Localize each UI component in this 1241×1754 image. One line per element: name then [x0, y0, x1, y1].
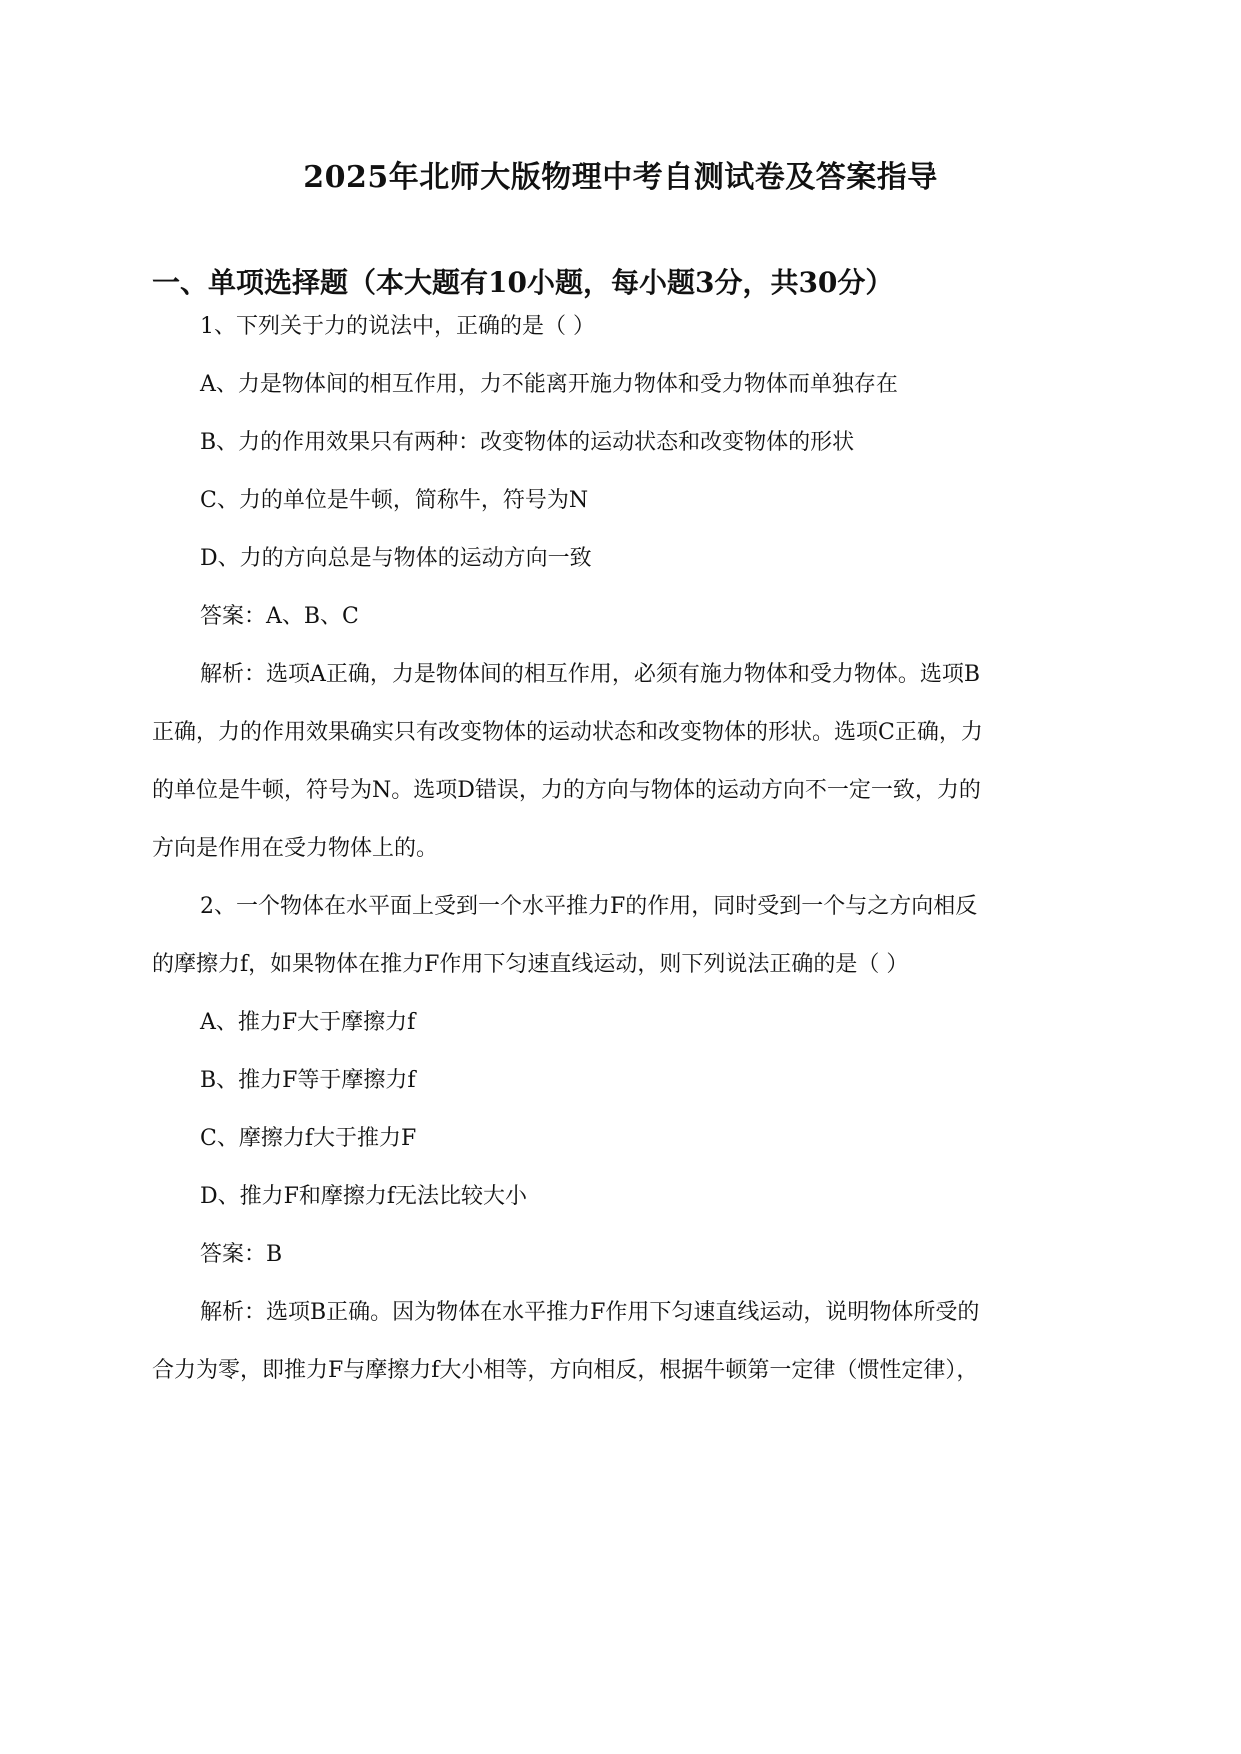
question-1-analysis-line: 正确，力的作用效果确实只有改变物体的运动状态和改变物体的形状。选项C正确，力 — [152, 720, 983, 745]
question-1-option-a: A、力是物体间的相互作用，力不能离开施力物体和受力物体而单独存在 — [200, 372, 898, 397]
document-title: 2025年北师大版物理中考自测试卷及答案指导 — [303, 160, 938, 195]
question-1-option-c: C、力的单位是牛顿，简称牛，符号为N — [200, 488, 589, 513]
question-2-option-c: C、摩擦力f大于推力F — [200, 1126, 417, 1151]
question-1-answer: 答案：A、B、C — [200, 604, 359, 629]
question-1-option-b: B、力的作用效果只有两种：改变物体的运动状态和改变物体的形状 — [200, 430, 855, 455]
question-2-option-b: B、推力F等于摩擦力f — [200, 1068, 416, 1093]
question-1-analysis-line: 的单位是牛顿，符号为N。选项D错误，力的方向与物体的运动方向不一定一致，力的 — [152, 778, 981, 803]
question-1-analysis-line: 方向是作用在受力物体上的。 — [152, 836, 439, 861]
question-1-option-d: D、力的方向总是与物体的运动方向一致 — [200, 546, 592, 571]
question-2-answer: 答案：B — [200, 1242, 283, 1267]
question-2-analysis-line: 合力为零，即推力F与摩擦力f大小相等，方向相反，根据牛顿第一定律（惯性定律）， — [152, 1358, 979, 1383]
question-1-analysis-line: 解析：选项A正确，力是物体间的相互作用，必须有施力物体和受力物体。选项B — [200, 662, 981, 687]
question-2-option-a: A、推力F大于摩擦力f — [200, 1010, 416, 1035]
question-2-option-d: D、推力F和摩擦力f无法比较大小 — [200, 1184, 528, 1209]
question-2-analysis-line: 解析：选项B正确。因为物体在水平推力F作用下匀速直线运动，说明物体所受的 — [200, 1300, 980, 1325]
question-2-stem: 2、一个物体在水平面上受到一个水平推力F的作用，同时受到一个与之方向相反 — [200, 894, 978, 919]
question-2-stem: 的摩擦力f，如果物体在推力F作用下匀速直线运动，则下列说法正确的是（ ） — [152, 952, 909, 977]
question-1-stem: 1、下列关于力的说法中，正确的是（ ） — [200, 314, 595, 339]
section-heading: 一、单项选择题（本大题有10小题，每小题3分，共30分） — [152, 266, 894, 299]
